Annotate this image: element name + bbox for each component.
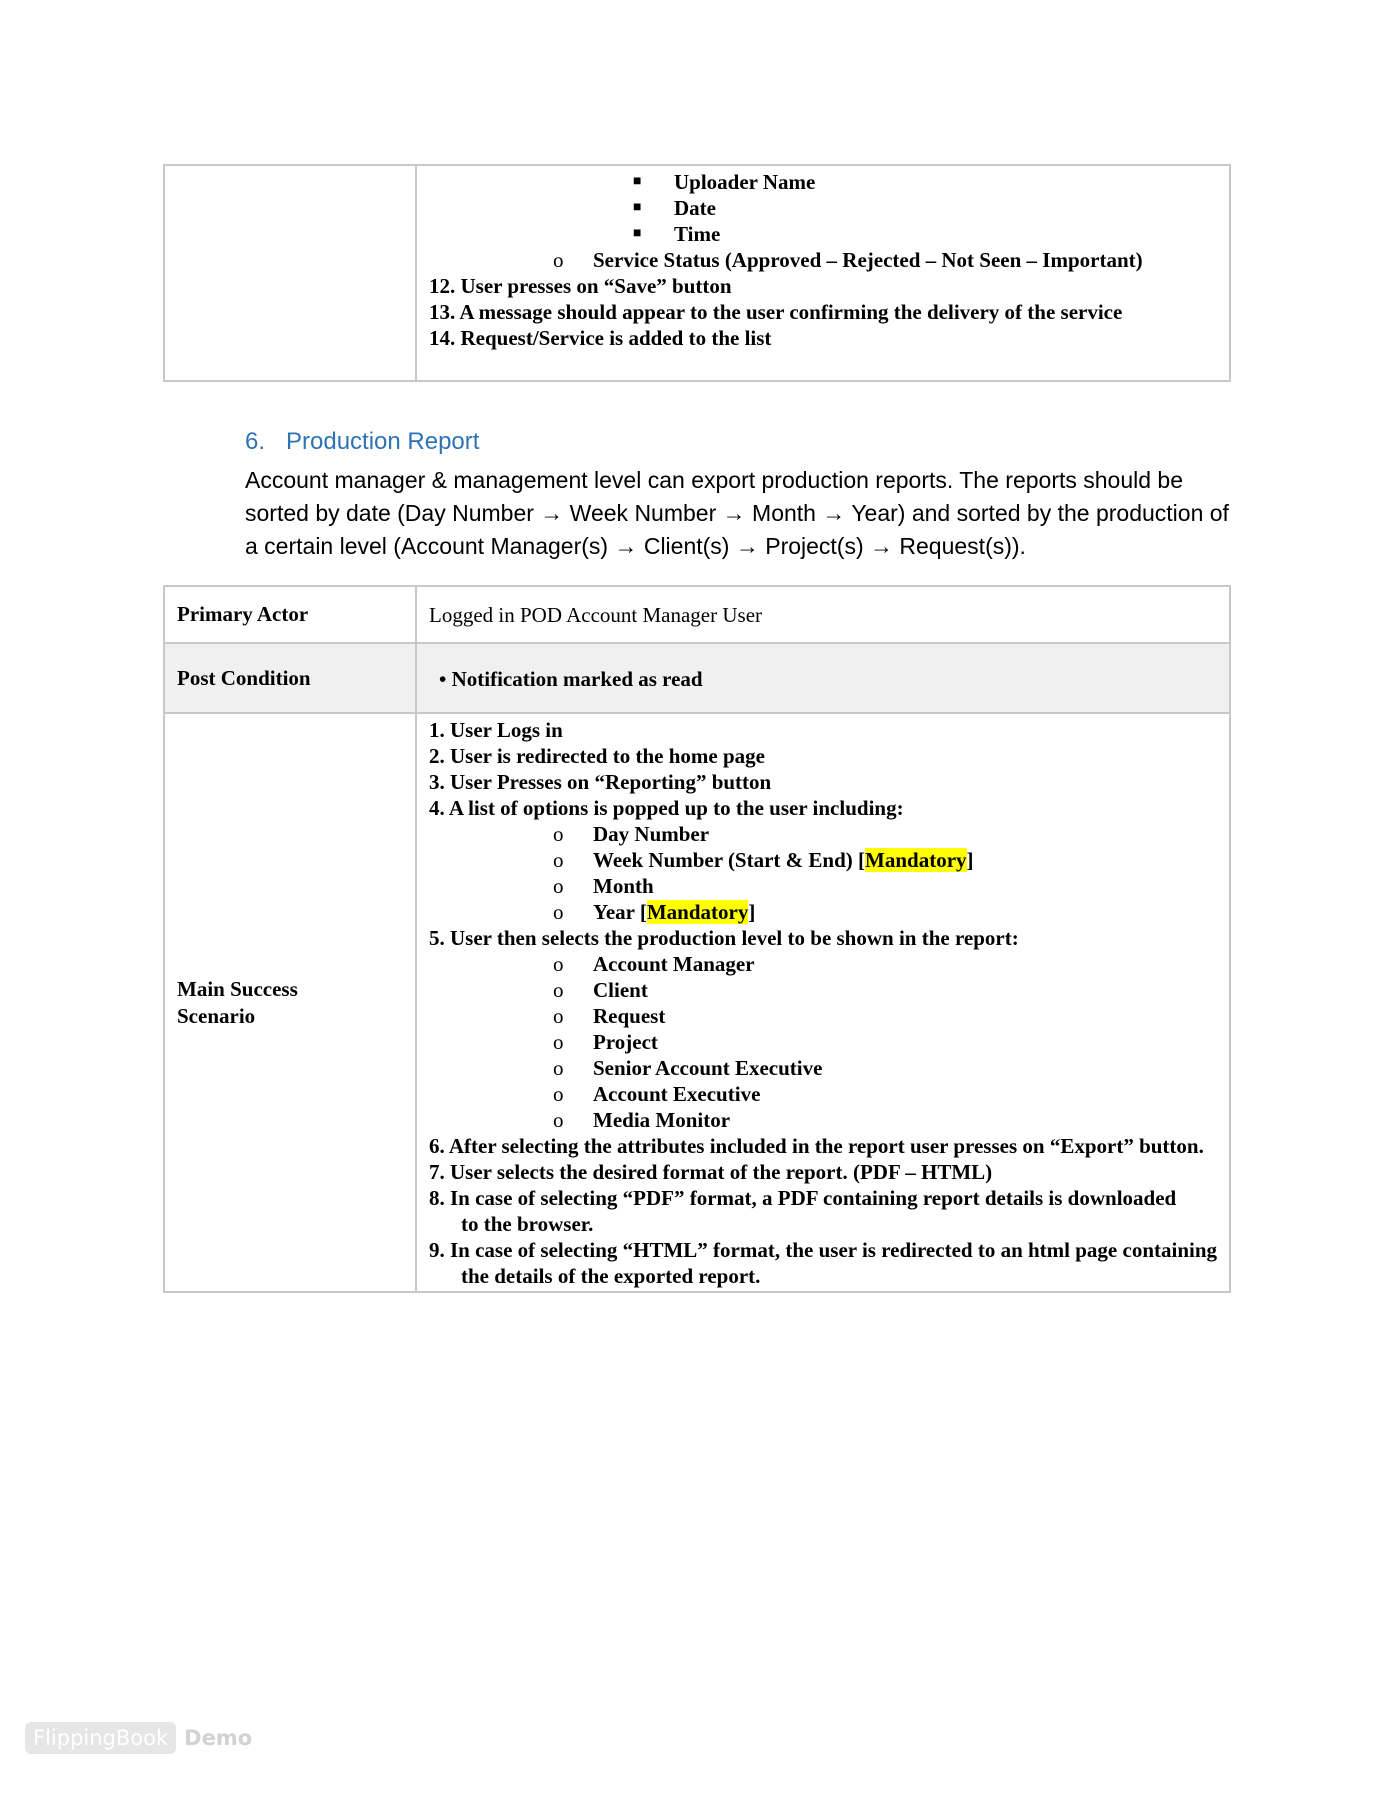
step-9: 9. In case of selecting “HTML” format, the user is redirected to an html page containing the details of the exported report. xyxy=(429,1238,1218,1288)
circle-bullet-icon: o xyxy=(553,1082,564,1106)
step-6: 6. After selecting the attributes included in the report user presses on “Export” button. xyxy=(429,1134,1204,1158)
list-item: o Senior Account Executive xyxy=(553,1056,823,1080)
square-bullet-icon: ■ xyxy=(633,226,642,241)
watermark-brand: FlippingBook xyxy=(25,1722,176,1754)
list-item: o Request xyxy=(553,1004,666,1028)
step-12: 12. User presses on “Save” button xyxy=(429,274,732,298)
list-item: o Account Manager xyxy=(553,952,755,976)
list-item: o Media Monitor xyxy=(553,1108,731,1132)
circle-bullet-icon: o xyxy=(553,1030,564,1054)
mandatory-tag: Mandatory xyxy=(865,848,967,872)
list-item: ■ Time xyxy=(633,222,721,246)
step-1: 1. User Logs in xyxy=(429,718,563,742)
primary-actor-value: Logged in POD Account Manager User xyxy=(416,586,1230,643)
list-item: ■ Uploader Name xyxy=(633,170,816,194)
list-item: o Month xyxy=(553,874,654,898)
circle-bullet-icon: o xyxy=(553,822,564,846)
step-7: 7. User selects the desired format of the report. (PDF – HTML) xyxy=(429,1160,993,1184)
post-condition-label: Post Condition xyxy=(164,643,416,713)
list-item: o Project xyxy=(553,1030,658,1054)
top-table-label-cell xyxy=(164,165,416,381)
step-4: 4. A list of options is popped up to the user including: xyxy=(429,796,904,820)
flippingbook-watermark xyxy=(25,1722,252,1754)
circle-bullet-icon: o xyxy=(553,874,564,898)
table-row xyxy=(164,586,1230,643)
table-row xyxy=(164,643,1230,713)
top-table xyxy=(163,164,1231,382)
step-5: 5. User then selects the production level to be shown in the report: xyxy=(429,926,1019,950)
circle-bullet-icon: o xyxy=(553,1004,564,1028)
step-13: 13. A message should appear to the user confirming the delivery of the service xyxy=(429,300,1123,324)
step-14: 14. Request/Service is added to the list xyxy=(429,326,772,350)
circle-bullet-icon: o xyxy=(553,978,564,1002)
step-3: 3. User Presses on “Reporting” button xyxy=(429,770,772,794)
list-item: o Account Executive xyxy=(553,1082,761,1106)
list-item: o Week Number (Start & End) [Mandatory] xyxy=(553,848,974,872)
use-case-table xyxy=(163,585,1231,1293)
top-table-content-cell xyxy=(416,165,1230,381)
step-8: 8. In case of selecting “PDF” format, a PDF containing report details is downloaded to the browser. xyxy=(429,1186,1177,1236)
circle-bullet-icon: o xyxy=(553,1108,564,1132)
circle-bullet-icon: o xyxy=(553,900,564,924)
circle-bullet-icon: o xyxy=(553,248,564,272)
watermark-tag: Demo xyxy=(184,1726,253,1750)
section-title: Production Report xyxy=(286,428,480,455)
post-condition-value: • Notification marked as read xyxy=(416,643,1230,713)
section-number: 6. xyxy=(245,428,266,455)
list-item: o Year [Mandatory] xyxy=(553,900,756,924)
square-bullet-icon: ■ xyxy=(633,174,642,189)
section-heading xyxy=(245,428,479,456)
list-item: o Client xyxy=(553,978,648,1002)
table-row xyxy=(164,713,1230,1292)
mandatory-tag: Mandatory xyxy=(646,900,749,924)
main-scenario-label: Main Success Scenario xyxy=(164,713,416,1292)
step-2: 2. User is redirected to the home page xyxy=(429,744,765,768)
primary-actor-label: Primary Actor xyxy=(164,586,416,643)
circle-bullet-icon: o xyxy=(553,952,564,976)
circle-bullet-icon: o xyxy=(553,1056,564,1080)
list-item: o Day Number xyxy=(553,822,710,846)
circle-bullet-icon: o xyxy=(553,848,564,872)
list-item: ■ Date xyxy=(633,196,716,220)
section-description: Account manager & management level can export production reports. The reports should be sorted by date (Day Number → Week Number → Month → Year) and sorted by the production of a certain level (Account Manager(s) → Client(s) → Project(s) → Request(s)). xyxy=(245,467,1229,559)
main-scenario-steps xyxy=(416,713,1230,1292)
list-item: o Service Status (Approved – Rejected – Not Seen – Important) xyxy=(553,248,1143,272)
square-bullet-icon: ■ xyxy=(633,200,642,215)
